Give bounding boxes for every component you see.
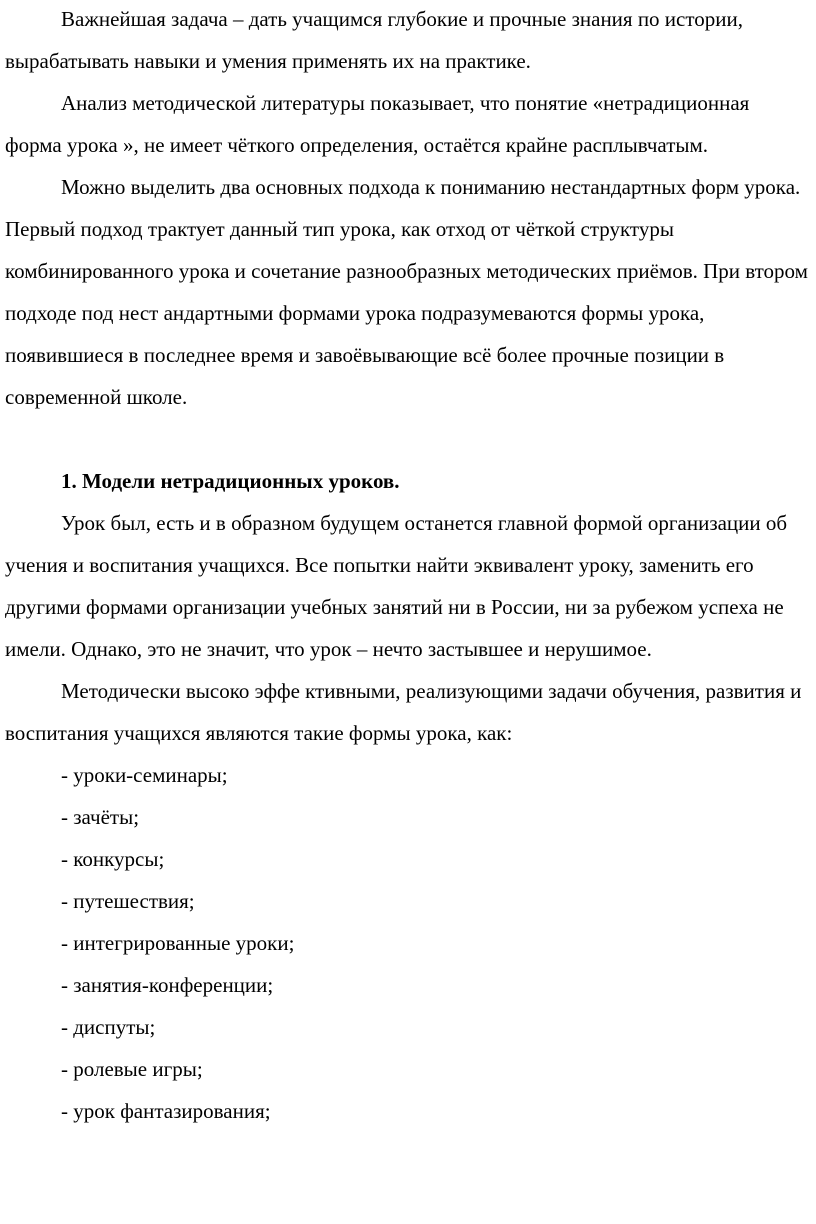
list-item: - диспуты;	[61, 1015, 156, 1039]
list-item: - уроки-семинары;	[61, 763, 228, 787]
paragraph-literature-analysis: Анализ методической литературы показывает, что понятие «нетрадиционная форма урока », не имеет чёткого определения, остаётся крайне расплывчатым.	[5, 91, 750, 157]
list-item: - занятия-конференции;	[61, 973, 274, 997]
list-item: - интегрированные уроки;	[61, 931, 295, 955]
list-item: - ролевые игры;	[61, 1057, 203, 1081]
paragraph-lesson-form: Урок был, есть и в образном будущем останется главной формой организации об учения и воспитания учащихся. Все попытки найти эквивалент уроку, заменить его другими формами организации учебных занятий ни в России, ни за рубежом успеха не имели. Однако, это не значит, что урок – нечто застывшее и нерушимое.	[5, 511, 788, 661]
list-item: - путешествия;	[61, 889, 195, 913]
paragraph-two-approaches: Можно выделить два основных подхода к пониманию нестандартных форм урока. Первый подход трактует данный тип урока, как отход от чёткой структуры комбинированного урока и сочетание разнообразных методических приёмов. При втором подходе под нест андартными формами урока подразумеваются формы урока, появившиеся в последнее время и завоёвывающие всё более прочные позиции в современной школе.	[5, 175, 808, 409]
paragraph-effective-forms: Методически высоко эффе ктивными, реализующими задачи обучения, развития и воспитания учащихся являются такие формы урока, как:	[5, 679, 802, 745]
list-item: - урок фантазирования;	[61, 1099, 271, 1123]
list-item: - зачёты;	[61, 805, 140, 829]
blank-line	[5, 418, 810, 460]
lesson-forms-list	[5, 754, 810, 1132]
section-heading: 1. Модели нетрадиционных уроков.	[61, 469, 400, 493]
list-item: - конкурсы;	[61, 847, 165, 871]
paragraph-main-task: Важнейшая задача – дать учащимся глубокие и прочные знания по истории, вырабатывать навыки и умения применять их на практике.	[5, 7, 743, 73]
